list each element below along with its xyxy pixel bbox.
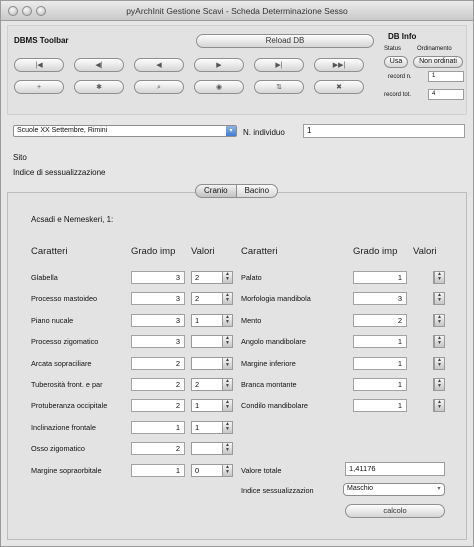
stepper-arrows-icon: ▲ ▼ xyxy=(434,379,444,390)
stepper-arrows-icon: ▲ ▼ xyxy=(434,315,444,326)
grado-field[interactable]: 2 xyxy=(131,399,185,412)
row-label: Mento xyxy=(241,315,262,325)
grado-field[interactable]: 2 xyxy=(131,378,185,391)
right-header-valori: Valori xyxy=(413,246,437,257)
last-record-button[interactable] xyxy=(314,58,364,72)
grado-field[interactable]: 1 xyxy=(353,378,407,391)
tab-bar xyxy=(195,184,278,198)
stepper-arrows-icon: ▲ ▼ xyxy=(434,293,444,304)
row-label: Condilo mandibolare xyxy=(241,401,308,411)
method-label: Acsadi e Nemeskeri, 1: xyxy=(31,215,114,224)
row-label: Palato xyxy=(241,273,262,282)
valori-value: 1 xyxy=(195,422,200,432)
valori-select[interactable] xyxy=(433,357,445,370)
save-icon: ✱ xyxy=(96,84,102,91)
site-value: Scuole XX Settembre, Rimini xyxy=(17,127,108,134)
first-record-button[interactable] xyxy=(14,58,64,72)
last-record-icon: ▶▶| xyxy=(332,62,346,69)
sex-index-combobox[interactable] xyxy=(343,483,445,496)
grado-field[interactable]: 3 xyxy=(353,292,407,305)
stepper-arrows-icon: ▲ ▼ xyxy=(222,293,232,304)
grado-field[interactable]: 1 xyxy=(131,464,185,477)
individual-field[interactable]: 1 xyxy=(303,124,465,138)
new-record-icon: + xyxy=(36,84,42,91)
last-icon: ▶| xyxy=(275,62,283,69)
save-button[interactable] xyxy=(74,80,124,94)
stepper-arrows-icon: ▲ ▼ xyxy=(222,422,232,433)
grado-field[interactable]: 1 xyxy=(353,335,407,348)
stepper-arrows-icon: ▲ ▼ xyxy=(434,400,444,411)
view-icon: ◉ xyxy=(215,84,223,91)
search-button[interactable] xyxy=(134,80,184,94)
delete-button[interactable] xyxy=(314,80,364,94)
previous-button[interactable] xyxy=(134,58,184,72)
valori-select[interactable] xyxy=(191,271,233,284)
valori-select[interactable] xyxy=(191,335,233,348)
valori-value: 2 xyxy=(195,273,200,282)
stepper-arrows-icon: ▲ ▼ xyxy=(222,443,232,454)
stepper-arrows-icon: ▲ ▼ xyxy=(222,358,232,369)
toolbar-title: DBMS Toolbar xyxy=(14,36,69,45)
previous-record-icon: ◀| xyxy=(95,62,103,69)
new-record-button[interactable] xyxy=(14,80,64,94)
record-n-label: record n. xyxy=(388,74,412,80)
first-record-icon: |◀ xyxy=(35,62,43,69)
total-label: Valore totale xyxy=(241,466,282,475)
reload-db-button[interactable]: Reload DB xyxy=(196,34,374,48)
valori-select[interactable] xyxy=(433,378,445,391)
valori-value: 1 xyxy=(195,401,200,411)
valori-select[interactable] xyxy=(191,442,233,455)
grado-field[interactable]: 3 xyxy=(131,335,185,348)
dbms-toolbar-area xyxy=(7,25,467,115)
sort-icon: ⇅ xyxy=(276,84,282,91)
valori-select[interactable] xyxy=(433,399,445,412)
valori-select[interactable] xyxy=(191,421,233,434)
valori-value: 1 xyxy=(195,315,200,325)
stepper-arrows-icon: ▲ ▼ xyxy=(222,465,232,476)
tab-cranio[interactable]: Cranio xyxy=(195,184,237,198)
valori-select[interactable] xyxy=(191,292,233,305)
calculate-button[interactable]: calcolo xyxy=(345,504,445,518)
view-button[interactable] xyxy=(194,80,244,94)
status-label: Status xyxy=(384,46,402,52)
sex-index-value: Maschio xyxy=(347,485,374,492)
valori-select[interactable] xyxy=(191,399,233,412)
individual-label: N. individuo xyxy=(243,128,285,137)
previous-record-button[interactable] xyxy=(74,58,124,72)
grado-field[interactable]: 1 xyxy=(353,357,407,370)
row-label: Osso zigomatico xyxy=(31,444,85,454)
status-button[interactable]: Usa xyxy=(384,56,408,68)
row-label: Glabella xyxy=(31,273,58,282)
last-button[interactable] xyxy=(254,58,304,72)
total-field[interactable]: 1,41176 xyxy=(345,462,445,476)
stepper-arrows-icon: ▲ ▼ xyxy=(222,400,232,411)
grado-field[interactable]: 1 xyxy=(353,399,407,412)
row-label: Piano nucale xyxy=(31,315,74,325)
stepper-arrows-icon: ▲ ▼ xyxy=(222,336,232,347)
left-header-valori: Valori xyxy=(191,246,215,257)
grado-field[interactable]: 3 xyxy=(131,271,185,284)
row-label: Morfologia mandibola xyxy=(241,294,311,304)
stepper-arrows-icon: ▲ ▼ xyxy=(222,379,232,390)
stepper-arrows-icon: ▲ ▼ xyxy=(434,336,444,347)
row-label: Margine sopraorbitale xyxy=(31,465,102,475)
valori-select[interactable] xyxy=(433,292,445,305)
left-header-grado: Grado imp xyxy=(131,246,176,257)
valori-select[interactable] xyxy=(191,378,233,391)
stepper-arrows-icon: ▲ ▼ xyxy=(222,272,232,283)
sort-button[interactable] xyxy=(254,80,304,94)
grado-field[interactable]: 3 xyxy=(131,314,185,327)
row-label: Protuberanza occipitale xyxy=(31,401,108,411)
record-tot-field[interactable]: 4 xyxy=(428,89,464,100)
tab-bacino[interactable]: Bacino xyxy=(237,184,278,198)
next-icon: ▶ xyxy=(216,62,222,69)
row-label: Angolo mandibolare xyxy=(241,337,306,347)
site-combobox[interactable] xyxy=(13,125,237,137)
right-header-grado: Grado imp xyxy=(353,246,398,257)
stepper-arrows-icon: ▲ ▼ xyxy=(434,358,444,369)
stepper-arrows-icon: ▲ ▼ xyxy=(434,272,444,283)
valori-select[interactable] xyxy=(433,335,445,348)
chevron-down-icon: ▾ xyxy=(437,486,441,492)
grado-field[interactable]: 1 xyxy=(353,271,407,284)
grado-field[interactable]: 3 xyxy=(131,292,185,305)
sex-index-label: Indice di sessualizzazione xyxy=(13,168,106,177)
right-header-caratteri: Caratteri xyxy=(241,246,278,257)
valori-value: 2 xyxy=(195,294,200,304)
db-info-title: DB Info xyxy=(388,32,417,41)
valori-select[interactable] xyxy=(433,314,445,327)
delete-icon: ✖ xyxy=(336,84,342,91)
next-button[interactable] xyxy=(194,58,244,72)
window-title: pyArchInit Gestione Scavi - Scheda Determinazione Sesso xyxy=(126,6,348,16)
grado-field[interactable]: 2 xyxy=(131,357,185,370)
previous-icon: ◀ xyxy=(156,62,162,69)
grado-field[interactable]: 2 xyxy=(353,314,407,327)
valori-select[interactable] xyxy=(191,464,233,477)
row-label: Arcata sopraciliare xyxy=(31,358,92,368)
valori-select[interactable] xyxy=(191,314,233,327)
grado-field[interactable]: 1 xyxy=(131,421,185,434)
row-label: Inclinazione frontale xyxy=(31,422,96,432)
left-header-caratteri: Caratteri xyxy=(31,246,68,257)
site-label: Sito xyxy=(13,153,27,162)
order-button[interactable]: Non ordinati xyxy=(413,56,463,68)
order-label: Ordinamento xyxy=(417,46,452,52)
valori-select[interactable] xyxy=(433,271,445,284)
stepper-arrows-icon: ▲ ▼ xyxy=(222,315,232,326)
title-bar xyxy=(1,1,473,21)
row-label: Branca montante xyxy=(241,380,297,389)
record-n-field[interactable]: 1 xyxy=(428,71,464,82)
valori-value: 0 xyxy=(195,465,200,475)
row-label: Tuberosità front. e par xyxy=(31,380,103,389)
row-label: Margine inferiore xyxy=(241,358,296,368)
sex-index-result-label: Indice sessualizzazion xyxy=(241,486,314,495)
valori-select[interactable] xyxy=(191,357,233,370)
row-label: Processo mastoideo xyxy=(31,294,98,304)
chevron-down-icon: ▾ xyxy=(226,126,236,136)
record-tot-label: record tot. xyxy=(384,92,412,98)
valori-value: 2 xyxy=(195,380,200,389)
row-label: Processo zigomatico xyxy=(31,337,99,347)
search-icon: ⌕ xyxy=(157,84,161,91)
grado-field[interactable]: 2 xyxy=(131,442,185,455)
